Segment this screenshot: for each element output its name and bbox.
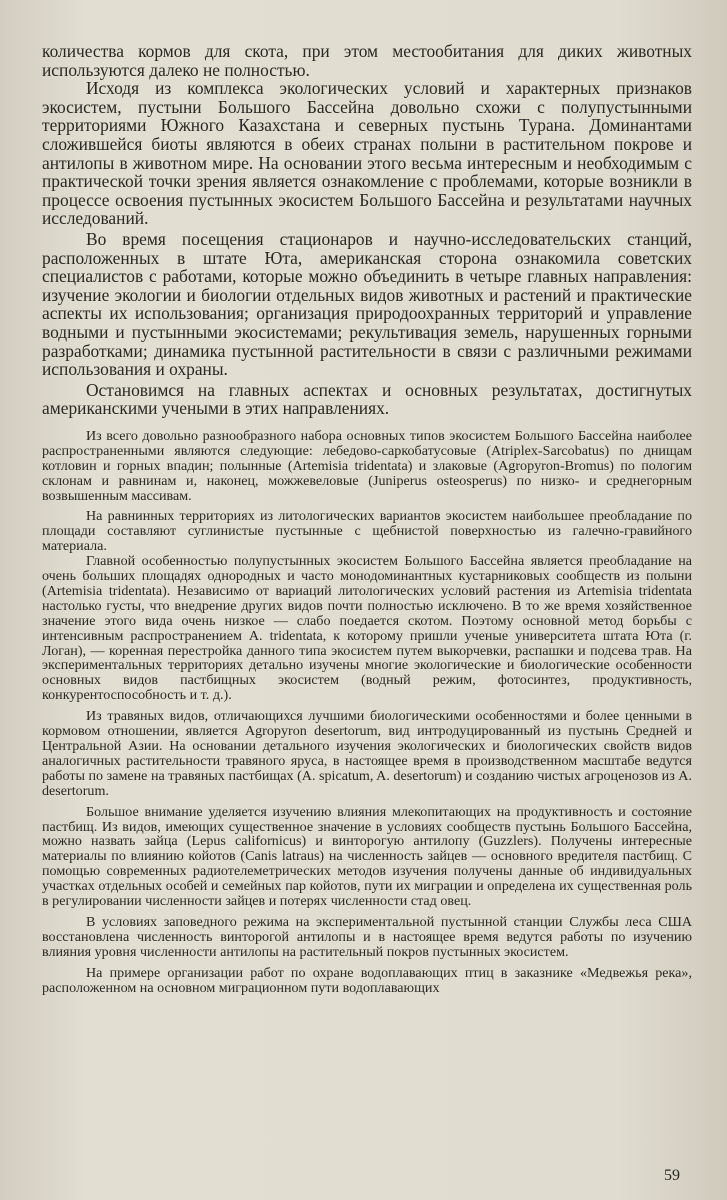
paragraph-waterfowl: На примере организации работ по охране водоплавающих птиц в заказнике «Медвежья река», расположенном на основном миграционном пути водоплавающих [42,964,692,996]
paragraph-plain-territories: На равнинных территориях из литологических вариантов экосистем наибольшее преобладание по площади составляют суглинистые пустынные с щебнистой поверхностью из галечно-гравийного материала. [42,508,692,555]
book-page [42,42,692,996]
paragraph-semidesert-feature: Главной особенностью полупустынных экосистем Большого Бассейна является преобладание на очень больших площадях однородных и часто монодоминантных кустарниковых сообществ из полыни (Artemisia tridentata). Независимо от вариаций литологических условий растения из Artemisia tridentata настолько густы, что внедрение других видов почти полностью исключено. В то же время хозяйственное значение этого вида очень низкое — слабо поедается скотом. Поэтому основной метод борьбы с интенсивным распространением A. tridentata, к которому пришли ученые университета штата Юта (г. Логан), — коренная перестройка данного типа экосистем путем выкорчевки, распашки и подсева трав. На экспериментальных территориях детально изучены многие экологические и биологические особенности основных видов пастбищных экосистем (водный режим, фотосинтез, продуктивность, конкурентоспособность и т. д.). [42,553,692,704]
paragraph-grass-species: Из травяных видов, отличающихся лучшими биологическими особенностями и более ценными в кормовом отношении, является Agropyron desertorum, вид интродуцированный из пустынь Средней и Центральной Азии. На основании детального изучения экологических и биологических свойств видов аналогичных растительности травяного яруса, в настоящее время в производственном масштабе ведутся работы по замене на травяных пастбищах (A. spicatum, A. desertorum) и созданию чистых агроценозов из A. desertorum. [42,708,692,799]
paragraph-ecosystem-types: Из всего довольно разнообразного набора основных типов экосистем Большого Бассейна наиболее распространенными являются следующие: лебедово-саркобатусовые (Atriplex-Sarcobatus) по днищам котловин и горных впадин; полынные (Artemisia tridentata) и злаковые (Agropyron-Bromus) по пологим склонам и равнинам и, наконец, можжевеловые (Juniperus osteosperus) по низко- и среднегорным возвышенным массивам. [42,427,692,504]
paragraph-main-aspects: Остановимся на главных аспектах и основных результатах, достигнутых американскими учеными в этих направлениях. [42,379,692,419]
paragraph-mammals-influence: Большое внимание уделяется изучению влияния млекопитающих на продуктивность и состояние пастбищ. Из видов, имеющих существенное значение в условиях сообществ пустынь Большого Бассейна, можно назвать зайца (Lepus californicus) и винторогую антилопу (Guzzlers). Получены интересные материалы по влиянию койотов (Canis latraus) на численность зайцев — основного вредителя пастбищ. С помощью современных радиотелеметрических методов изучения получены данные об индивидуальных участках отдельных особей и семейных пар койотов, пути их миграции и определена их существенная роль в регулировании численности зайцев и потерях численности стад овец. [42,803,692,910]
paragraph-continuation: количества кормов для скота, при этом местообитания для диких животных используются далеко не полностью. [42,41,692,80]
page-number: 59 [664,1167,680,1184]
paragraph-reserve-regime: В условиях заповедного режима на экспериментальной пустынной станции Службы леса США восстановлена численность винторогой антилопы и в настоящее время ведутся работы по изучению влияния уровня численности антилопы на растительный покров пустынных экосистем. [42,913,692,960]
paragraph-visit-stations: Во время посещения стационаров и научно-исследовательских станций, расположенных в штате Юта, американская сторона ознакомила советских специалистов с работами, которые можно объединить в четыре главных направления: изучение экологии и биологии отдельных видов животных и растений и практические аспекты их использования; организация природоохранных территорий и управление водными и пустынными экосистемами; рекультивация земель, нарушенных горными разработками; динамика пустынной растительности в связи с различными режимами использования и охраны. [42,228,692,380]
paragraph-ecological-comparison: Исходя из комплекса экологических условий и характерных признаков экосистем, пустыни Большого Бассейна довольно схожи с полупустынными территориями Южного Казахстана и северных пустынь Турана. Доминантами сложившейся биоты являются в обеих странах полыни в растительном покрове и антилопы в животном мире. На основании этого весьма интересным и необходимым с практической точки зрения является ознакомление с проблемами, которые возникли в процессе освоения пустынных экосистем Большого Бассейна и результатами научных исследований. [42,78,692,229]
